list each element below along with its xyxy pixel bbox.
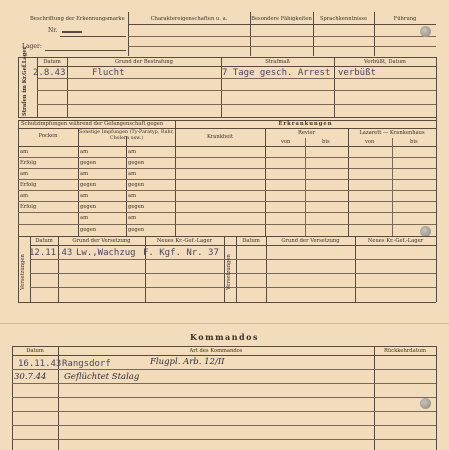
impf-row-b: gegen [128,227,145,233]
revier-von: von [281,139,291,145]
strafen-row-datum: 2.8.43 [33,68,66,78]
impf-row-a: am [80,193,89,199]
beschriftung-label: Beschriftung der Erkennungsmarke [30,16,125,22]
strafen-grund-header: Grund der Bestrafung [115,59,173,65]
strafen-verbuesst-header: Verbüßt, Datum [364,59,406,65]
punch-hole-bottom [420,398,431,409]
impf-row-a: gegen [80,160,97,166]
strafen-row-strafmass: 7 Tage gesch. Arrest [222,68,331,78]
versetzungen-side-label-right: Versetzungen [226,254,232,290]
versetzungen-side-label: Versetzungen [20,254,26,290]
impfungen-title: Schutzimpfungen während der Gefangenschaft gegen [21,121,164,127]
kommandos-rueckkehr-header: Rückkehrdatum [383,348,427,354]
strafen-datum-header: Datum [43,59,61,65]
impf-row-b: gegen [128,182,145,188]
impf-row-b: gegen [128,204,145,210]
impf-row-a: am [80,171,89,177]
impf-row-label: Erfolg [20,160,37,166]
impf-row-b: gegen [128,160,145,166]
impf-row-b: am [128,171,137,177]
kommandos-row-datum: 16.11.43 [18,359,62,369]
impf-row-a: gegen [80,182,97,188]
vers-lager-header: Neues Kr.-Gef.-Lager [156,238,213,244]
punch-hole-top [420,26,431,37]
revier-bis: bis [322,139,330,145]
vers-grund-header: Grund der Versetzung [72,238,131,244]
lazarett-bis: bis [410,139,418,145]
impf-row-b: am [128,149,137,155]
sprach-header: Sprachkenntnisse [319,16,368,22]
lazarett-von: von [365,139,375,145]
kommandos-row-datum: 30.7.44 [14,372,47,382]
vers-grund-header-right: Grund der Versetzung [281,238,340,244]
strafen-side-label: Strafen im Kr.Gef.Lager [22,46,28,116]
vers-row-grund: Lw.,Wachzug [76,248,136,258]
impf-row-b: am [128,193,137,199]
nr-label: Nr. [48,27,58,34]
revier-header: Revier [297,130,316,136]
impf-row-label: Erfolg [20,204,37,210]
erkrankungen-title: Erkrankungen [278,121,333,127]
fold-line [0,323,449,324]
fuehrung-header: Führung [393,16,417,22]
vers-datum-header: Datum [35,238,53,244]
kommandos-row-art: Rangsdorf [62,359,111,369]
lager-label: Lager: [22,43,42,50]
krankheit-header: Krankheit [206,134,234,140]
strafen-row-verbuesst: verbüßt [338,68,376,78]
vers-row-lager: F. Kgf. Nr. 37 [143,248,219,258]
lazarett-header: Lazarett — Krankenhaus [359,130,425,136]
impf-row-a: am [80,149,89,155]
impf-row-label: am [20,193,29,199]
vers-datum-header-right: Datum [242,238,260,244]
vers-row-datum: 12.11.43 [29,248,73,258]
kommandos-title: Kommandos [190,332,259,342]
impf-row-b: am [128,215,137,221]
kommandos-row-art-handwritten: Geflüchtet Stalag [64,372,140,382]
impf-row-label: am [20,171,29,177]
faehigkeiten-header: Besondere Fähigkeiten [251,16,312,22]
strafen-row-grund: Flucht [92,68,125,78]
pocken-header: Pocken [38,133,58,139]
charakter-header: Charaktereigenschaften u. a. [150,16,228,22]
impf-row-a: gegen [80,204,97,210]
kommandos-datum-header: Datum [26,348,44,354]
strafen-strafmass-header: Strafmaß [265,59,290,65]
sonstige-header: Sonstige Impfungen (Ty-Paratyp, Ruhr, Cholera usw.) [79,130,174,141]
impf-row-a: gegen [80,227,97,233]
impf-row-label: Erfolg [20,182,37,188]
kommandos-row-art-handwritten: Flugpl. Arb. 12/II [150,357,225,367]
kommandos-art-header: Art des Kommandos [189,348,243,354]
impf-row-a: am [80,215,89,221]
vers-lager-header-right: Neues Kr.-Gef.-Lager [367,238,424,244]
impf-row-label: am [20,149,29,155]
